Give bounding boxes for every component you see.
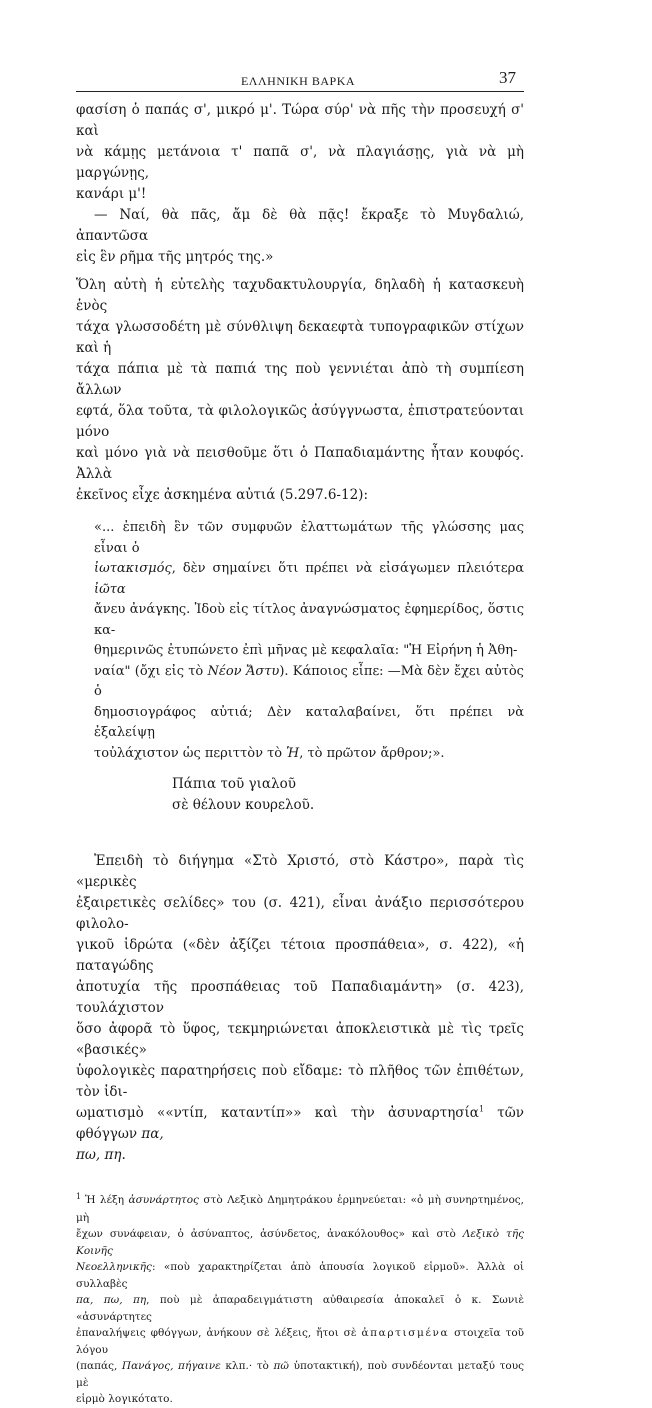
- text-fragment: τῶν φθόγγων: [76, 1105, 524, 1142]
- verse-couplet: [172, 774, 524, 816]
- text-line: φασίση ὁ παπάς σ', μικρό μ'. Τώρα σύρ' νὰ πῆς τὴν προσευχή σ' καὶ: [76, 102, 524, 139]
- text-fragment: στοιχεῖα τοῦ λόγου: [76, 1327, 525, 1356]
- text-line: τάχα γλωσσοδέτη μὲ σύνθλιψη δεκαεφτὰ τυπογραφικῶν στίχων καὶ ἡ: [76, 319, 524, 356]
- text-fragment: : «ποὺ χαρακτηρίζεται ἀπὸ ἀπουσία λογικοῦ εἱρμοῦ». Ἀλλὰ οἱ συλλαβὲς: [76, 1261, 524, 1290]
- text-line: — Ναί, θὰ πᾶς, ἄμ δὲ θὰ πᾷς! ἔκραξε τὸ Μυγδαλιώ, ἀπαντῶσα: [76, 207, 524, 244]
- verse-line: σὲ θέλουν κουρελοῦ.: [172, 797, 315, 813]
- text-line: ἐκεῖνος εἶχε ἀσκημένα αὐτιά (5.297.6-12):: [76, 487, 368, 503]
- italic-title: Νέον Ἄστυ: [207, 663, 280, 679]
- text-line: ὑφολογικὲς παρατηρήσεις ποὺ εἴδαμε: τὸ πλῆθος τῶν ἐπιθέτων, τὸν ἰδι-: [76, 1063, 524, 1100]
- text-line: Ὅλη αὐτὴ ἡ εὐτελὴς ταχυδακτυλουργία, δηλαδὴ ἡ κατασκευὴ ἑνὸς: [76, 277, 524, 314]
- text-fragment: ). Κάποιος εἶπε: —Μὰ δὲν ἔχει αὐτὸς ὁ: [94, 663, 524, 699]
- text-line: ἄνευ ἀνάγκης. Ἰδοὺ εἰς τίτλος ἀναγνώσματος ἐφημερίδος, ὅστις κα-: [94, 602, 524, 638]
- paragraph-conclusion: [76, 851, 524, 1166]
- text-fragment: ναία" (ὄχι εἰς τὸ: [94, 663, 204, 679]
- text-fragment: (παπάς,: [76, 1360, 118, 1372]
- italic-term: πα, πω, πη: [76, 1294, 147, 1306]
- text-line: Ἐπειδὴ τὸ διήγημα «Στὸ Χριστό, στὸ Κάστρο», παρὰ τὶς «μερικὲς: [76, 853, 524, 890]
- text-line: ὅσο ἀφορᾶ τὸ ὕφος, τεκμηριώνεται ἀποκλειστικὰ μὲ τὶς τρεῖς «βασικές»: [76, 1021, 524, 1058]
- paragraph-reply: [76, 205, 524, 268]
- italic-term: ἰωτακισμός: [94, 561, 172, 576]
- text-line: θημερινῶς ἐτυπώνετο ἐπὶ μῆνας μὲ κεφαλαῖα: "Ἡ Εἰρήνη ἡ Ἀθη-: [94, 643, 518, 658]
- italic-term: ἀσυνάρτητος: [128, 1194, 199, 1206]
- text-line: ἀποτυχία τῆς προσπάθειας τοῦ Παπαδιαμάντη» (σ. 423), τουλάχιστον: [76, 979, 524, 1016]
- text-fragment: ἐπαναλήψεις φθόγγων, ἀνήκουν σὲ λέξεις, ἤτοι σὲ: [76, 1327, 357, 1339]
- text-line: εἰς ἓν ρῆμα τῆς μητρός της.»: [76, 249, 274, 265]
- italic-term: Πανάγος, πήγαινε: [121, 1360, 221, 1372]
- text-fragment: κλπ.· τὸ: [225, 1360, 269, 1372]
- text-line: κανάρι μ'!: [76, 186, 147, 202]
- text-line: καὶ μόνο γιὰ νὰ πεισθοῦμε ὅτι ὁ Παπαδιαμάντης ἦταν κουφός. Ἀλλὰ: [76, 445, 524, 482]
- running-head: ΕΛΛΗΝΙΚΗ ΒΑΡΚΑ: [240, 74, 356, 88]
- text-line: τάχα πάπια μὲ τὰ παπιά της ποὺ γεννιέται ἀπὸ τὴ συμπίεση ἄλλων: [76, 361, 524, 398]
- text-fragment: .: [121, 1147, 126, 1163]
- text-fragment: , δὲν σημαίνει ὅτι πρέπει νὰ εἰσάγωμεν πλειότερα: [171, 561, 524, 576]
- paragraph-argument: [76, 275, 524, 506]
- footnote-mark: 1: [76, 1192, 82, 1201]
- text-fragment: στὸ Λεξικὸ Δημητράκου ἑρμηνεύεται: «ὁ μὴ συνηρτημένος, μὴ: [76, 1194, 524, 1224]
- text-fragment: ἔχων συνάφειαν, ὁ ἀσύναπτος, ἀσύνδετος, ἀνακόλουθος» καὶ στὸ: [76, 1228, 456, 1240]
- page-header: [76, 68, 520, 90]
- italic-term: πα,: [141, 1126, 164, 1142]
- page-number: 37: [499, 68, 516, 87]
- verse-line: Πάπια τοῦ γιαλοῦ: [172, 776, 296, 792]
- text-line: εἱρμὸ λογικότατο.: [76, 1393, 173, 1405]
- text-fragment: Ἡ λέξη: [85, 1194, 125, 1206]
- text-line: δημοσιογράφος αὐτιά; Δὲν καταλαβαίνει, ὅτι πρέπει νὰ ἐξαλείψῃ: [94, 704, 524, 740]
- spaced-emphasis: ἀπαρτισμένα: [361, 1327, 450, 1339]
- text-line: νὰ κάμῃς μετάνοια τ' παπᾶ σ', νὰ πλαγιάσῃς, γιὰ νὰ μὴ μαργώνῃς,: [76, 144, 524, 181]
- paragraph-dialogue-end: [76, 100, 524, 205]
- text-fragment: τοὐλάχιστον ὡς περιττὸν τὸ: [94, 745, 283, 761]
- text-fragment: , τὸ πρῶτον ἄρθρον;».: [299, 745, 445, 761]
- italic-term: πῶ: [273, 1360, 289, 1372]
- text-line: «... ἐπειδὴ ἓν τῶν συμφυῶν ἐλαττωμάτων τῆς γλώσσης μας εἶναι ὁ: [94, 520, 524, 556]
- italic-title: Λεξικὸ τῆς Κοινῆς: [76, 1228, 524, 1257]
- italic-term: πω, πη: [76, 1147, 122, 1163]
- text-line: εφτά, ὅλα τοῦτα, τὰ φιλολογικῶς ἀσύγγνωστα, ἐπιστρατεύονται μόνο: [76, 403, 524, 440]
- body-text: [76, 100, 524, 1408]
- text-fragment: ὑποτακτική), ποὺ συνδέονται μεταξύ τους μὲ: [76, 1360, 524, 1389]
- header-rule: [76, 91, 524, 92]
- block-quote: [94, 518, 524, 764]
- text-fragment: ωματισμὸ ««ντίπ, καταντίπ»» καὶ τὴν ἀσυναρτησία: [76, 1105, 479, 1121]
- text-line: γικοῦ ἱδρώτα («δὲν ἀξίζει τέτοια προσπάθεια», σ. 422), «ἡ παταγώδης: [76, 937, 524, 974]
- italic-term: ἰῶτα: [94, 581, 126, 597]
- footnote: [76, 1192, 524, 1408]
- text-fragment: , ποὺ μὲ ἀπαραδειγμάτιστη αὐθαιρεσία ἀποκαλεῖ ὁ κ. Σωνιὲ «ἀσυνάρτητες: [76, 1294, 524, 1323]
- italic-term: Ἡ: [286, 745, 300, 761]
- footnote-reference: 1: [478, 1104, 485, 1114]
- italic-title: Νεοελληνικῆς: [76, 1261, 152, 1273]
- text-line: ἐξαιρετικὲς σελίδες» του (σ. 421), εἶναι ἀνάξιο περισσότερου φιλολο-: [76, 895, 524, 932]
- section-gap: [76, 816, 524, 851]
